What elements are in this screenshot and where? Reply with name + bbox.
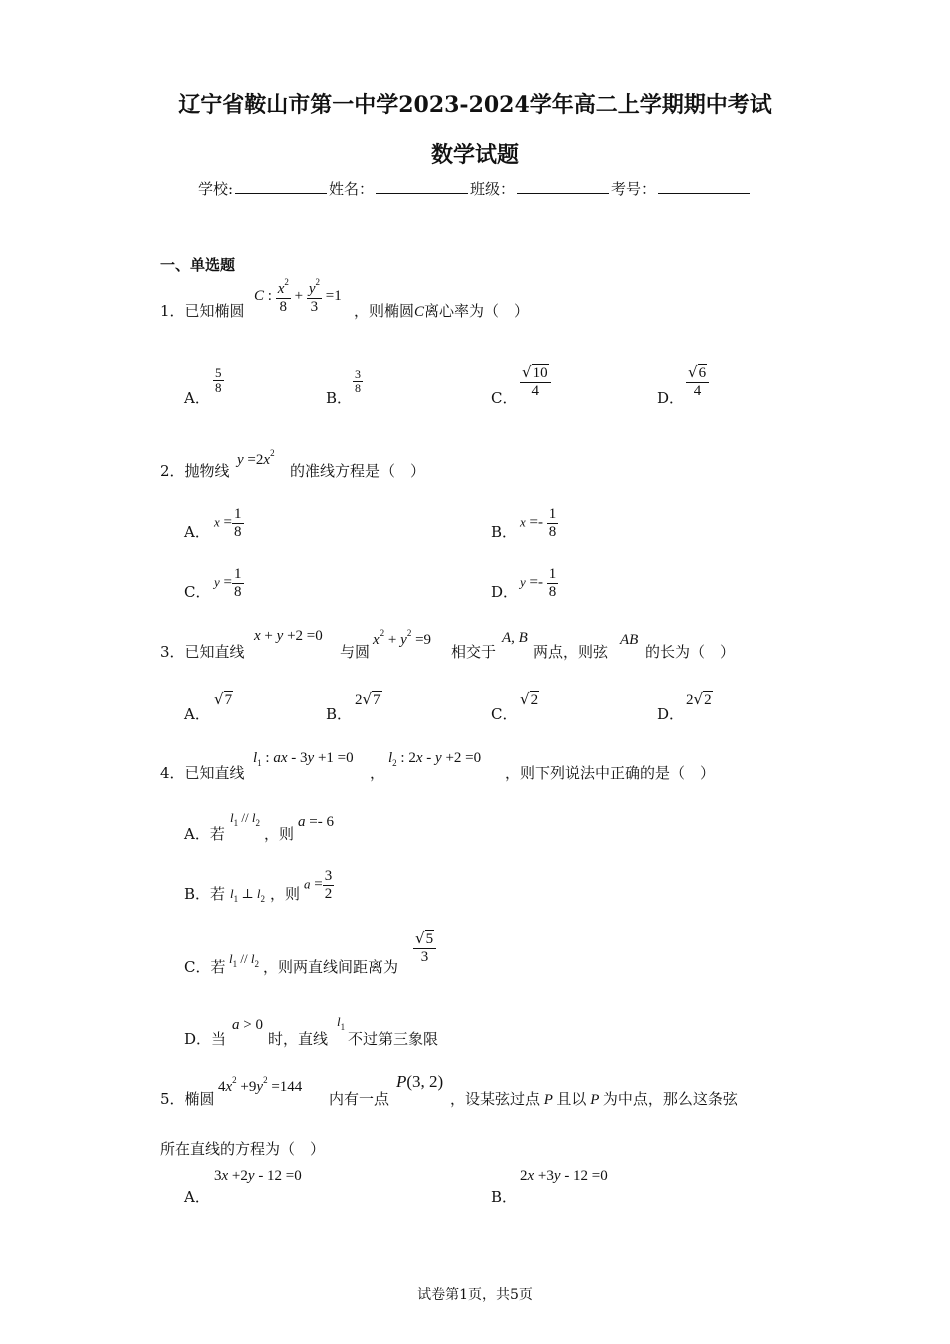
q4-option-c: C．若 [184, 958, 226, 976]
q1-option-b-label: B． [326, 389, 353, 407]
q2-option-c-value: y = $\frac{1}{8}$ [214, 566, 242, 600]
q5-option-a-label: A． [184, 1188, 210, 1206]
question-2-stem: 2．抛物线 [160, 462, 230, 480]
id-blank[interactable] [658, 192, 750, 194]
q3-mid2: 相交于 [451, 643, 497, 661]
q1-option-c-label: C． [491, 389, 518, 407]
q3-option-a-value: √7 [214, 690, 233, 708]
q1-ellipse-equation: C : $\frac{x^2}{8}$ + $\frac{y^2}{3}$ =1 [254, 277, 342, 315]
q4-option-a-cond: $l_1 // l_2$ [230, 810, 260, 828]
q1-option-c-value: $\frac{√10}{4}$ [520, 364, 551, 399]
q4-option-b-result: a = $\frac{3}{2}$ [304, 868, 333, 902]
q5-option-b-value: 2x +3y - 12 =0 [520, 1168, 608, 1184]
q4-option-b-cond: $l_1$ ⊥ $l_2$ [230, 886, 265, 904]
question-4-stem: 4．已知直线 [160, 764, 245, 782]
q3-post: 的长为（ ） [645, 643, 736, 661]
class-blank[interactable] [517, 192, 609, 194]
q3-line-equation: x + y +2 =0 [254, 628, 323, 644]
exam-subtitle: 数学试题 [430, 142, 519, 168]
q2-post: 的准线方程是（ ） [290, 462, 426, 480]
q1-option-d-value: $\frac{√6}{4}$ [686, 364, 709, 399]
q2-option-a-value: x = $\frac{1}{8}$ [214, 506, 242, 540]
q4-option-d: D．当 [184, 1030, 227, 1048]
q3-circle-equation: $x^2 + y^2 =9$ [373, 628, 432, 648]
q2-parabola-equation: $y =2x^2$ [237, 448, 275, 468]
page-footer: 试卷第1页，共5页 [417, 1287, 533, 1303]
q4-option-b: B．若 [184, 885, 226, 903]
q1-number: 1． [160, 302, 185, 320]
q3-option-b-label: B． [326, 705, 353, 723]
name-label: 姓名： [329, 180, 375, 198]
q4-option-c-then: ，则两直线间距离为 [263, 958, 399, 976]
q4-option-d-mid: 时，直线 [268, 1030, 329, 1048]
q1-option-a-label: A． [184, 389, 210, 407]
q4-option-c-result: $\frac{√5}{3}$ [413, 930, 436, 965]
class-label: 班级： [470, 180, 516, 198]
q2-option-d-value: y =- $\frac{1}{8}$ [520, 566, 557, 600]
q2-option-b-label: B． [491, 523, 518, 541]
q3-option-a-label: A． [184, 705, 210, 723]
q4-comma: ， [370, 764, 386, 782]
q4-option-d-post: 不过第三象限 [348, 1030, 439, 1048]
q4-option-a: A．若 [184, 825, 225, 843]
q1-option-d-label: D． [657, 389, 685, 407]
q3-option-c-label: C． [491, 705, 518, 723]
section-heading: 一、单选题 [160, 256, 236, 274]
q4-option-a-result: a =- 6 [298, 814, 334, 830]
q5-option-b-label: B． [491, 1188, 518, 1206]
q5-point: P(3, 2) [396, 1072, 444, 1091]
q4-option-d-line: $l_1$ [337, 1014, 346, 1032]
id-label: 考号： [611, 180, 657, 198]
q2-option-a-label: A． [184, 523, 210, 541]
q2-option-b-value: x =- $\frac{1}{8}$ [520, 506, 557, 540]
q1-option-b-value: $\frac{3}{8}$ [355, 367, 361, 396]
q2-option-c-label: C． [184, 583, 211, 601]
student-info-line [0, 178, 950, 199]
school-blank[interactable] [235, 192, 327, 194]
q5-line2: 所在直线的方程为（ ） [160, 1140, 326, 1158]
exam-title: 辽宁省鞍山市第一中学2023-2024学年高二上学期期中考试 [178, 92, 772, 118]
q3-points: A, B [502, 630, 528, 646]
q4-line2-equation: $l_2$ : 2x - y +2 =0 [388, 750, 482, 768]
q4-option-b-then: ，则 [270, 885, 301, 903]
q5-ellipse-equation: $4x^2 +9y^2 =144$ [218, 1075, 303, 1095]
q3-mid1: 与圆 [340, 643, 371, 661]
name-blank[interactable] [376, 192, 468, 194]
question-5-stem: 5．椭圆 [160, 1090, 215, 1108]
q3-option-d-label: D． [657, 705, 685, 723]
q4-option-c-cond: $l_1 // l_2$ [229, 951, 259, 969]
q3-option-b-value: 2√7 [355, 690, 381, 708]
q3-option-d-value: 2√2 [686, 690, 712, 708]
q4-post: ，则下列说法中正确的是（ ） [505, 764, 716, 782]
question-3-stem: 3．已知直线 [160, 643, 245, 661]
question-1-stem [160, 300, 245, 321]
q5-mid: 内有一点 [329, 1090, 390, 1108]
q1-post: ，则椭圆C离心率为（ ） [354, 302, 530, 320]
q3-mid3: 两点，则弦 [533, 643, 609, 661]
q5-post: ，设某弦过点 P 且以 P 为中点，那么这条弦 [450, 1090, 738, 1108]
q3-option-c-value: √2 [520, 690, 539, 708]
q4-line1-equation: $l_1$ : ax - 3y +1 =0 [253, 750, 354, 768]
q3-chord: AB [620, 632, 639, 648]
q4-option-a-then: ，则 [264, 825, 295, 843]
q2-option-d-label: D． [491, 583, 519, 601]
q1-option-a-value: $\frac{5}{8}$ [215, 365, 222, 396]
school-label: 学校: [197, 180, 233, 198]
q4-option-d-cond: a > 0 [232, 1017, 263, 1033]
q5-option-a-value: 3x +2y - 12 =0 [214, 1168, 302, 1184]
q1-pre: 已知椭圆 [184, 302, 245, 320]
